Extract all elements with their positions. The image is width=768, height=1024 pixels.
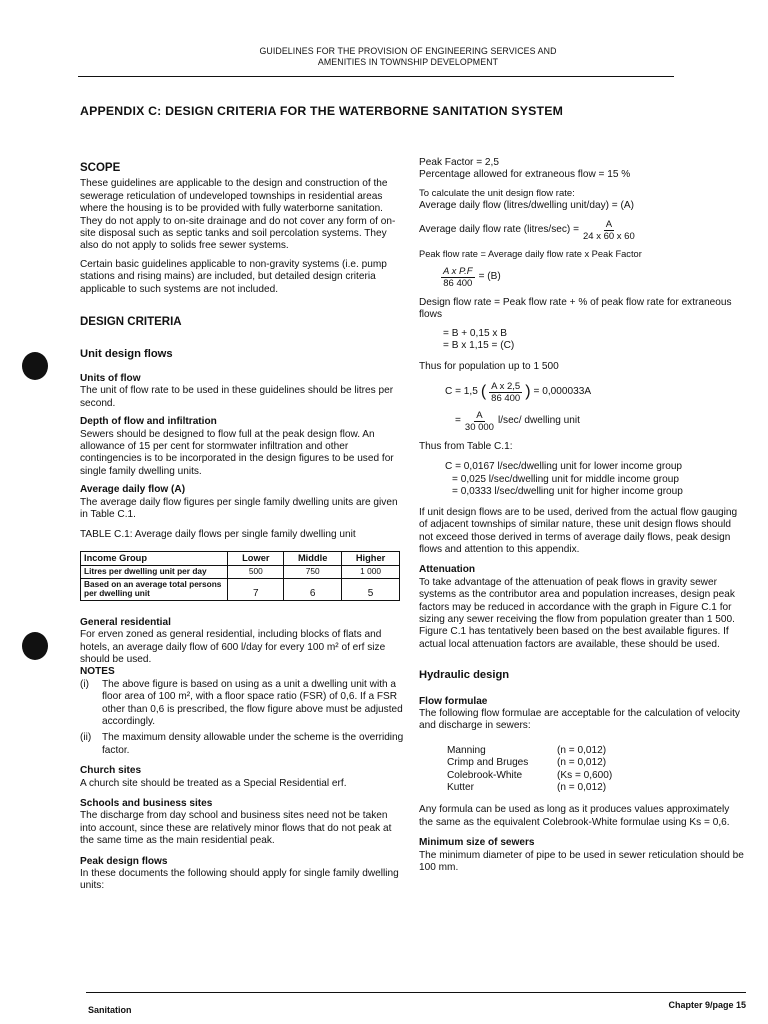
footer-section-name: Sanitation	[88, 1005, 132, 1015]
right-column	[419, 157, 745, 874]
table-row	[81, 566, 400, 579]
table-cell: 750	[284, 566, 342, 579]
avg-rate-formula	[419, 219, 745, 242]
table-row	[81, 578, 400, 600]
formula-name: Colebrook-White	[447, 769, 523, 781]
note-number: (ii)	[80, 732, 92, 744]
c-lower-line: C = 0,0167 l/sec/dwelling unit for lower income group	[445, 461, 683, 473]
running-header-line2: AMENITIES IN TOWNSHIP DEVELOPMENT	[317, 57, 499, 67]
running-header	[150, 46, 666, 68]
depth-of-flow-heading: Depth of flow and infiltration	[80, 416, 217, 428]
note-item	[80, 732, 404, 757]
hydraulic-design-heading: Hydraulic design	[419, 669, 510, 682]
page-title: APPENDIX C: DESIGN CRITERIA FOR THE WATERBORNE SANITATION SYSTEM	[80, 104, 564, 118]
equals-sign: =	[455, 415, 461, 427]
units-of-flow-paragraph: The unit of flow rate to be used in these guidelines should be litres per second.	[80, 385, 394, 409]
footer-rule	[86, 992, 746, 993]
left-column	[80, 162, 404, 893]
table-cell: 5	[342, 578, 400, 600]
avg-rate-fraction	[583, 219, 635, 242]
calc-intro: To calculate the unit design flow rate:	[419, 187, 575, 199]
depth-of-flow-paragraph: Sewers should be designed to flow full at the peak design flow. An allowance of 15 per cent for stormwater infiltration and other contingencies is to be incorporated in the design figures to be used for single family dwelling units.	[80, 428, 394, 477]
note-number: (i)	[80, 678, 89, 690]
church-sites-paragraph: A church site should be treated as a Special Residential erf.	[80, 777, 347, 789]
scope-heading: SCOPE	[80, 162, 121, 174]
design-flow-rate-def: Design flow rate = Peak flow rate + % of peak flow rate for extraneous flows	[419, 297, 732, 321]
fraction-numerator: A	[605, 218, 613, 230]
units-of-flow-heading: Units of flow	[80, 372, 141, 384]
unit-fraction	[465, 410, 494, 433]
scope-paragraph-2: Certain basic guidelines applicable to non-gravity systems (i.e. pump stations and rising mains) are included, but detailed design criteria applicable to such systems are not included.	[80, 258, 387, 295]
table-cell: 1 000	[342, 566, 400, 579]
income-group-table	[80, 551, 400, 601]
average-daily-flow-def: Average daily flow (litres/dwelling unit/day) = (A)	[419, 200, 634, 212]
average-daily-flow-paragraph: The average daily flow figures per single family dwelling units are given in Table C.1.	[80, 496, 398, 520]
minimum-size-heading: Minimum size of sewers	[419, 837, 535, 849]
table-cell: 500	[228, 566, 284, 579]
open-paren: (	[480, 383, 487, 401]
c-fraction	[489, 381, 522, 404]
fraction-denominator: 86 400	[443, 278, 473, 290]
b-formula	[441, 266, 745, 289]
b-suffix: = (B)	[478, 271, 501, 283]
general-residential-heading: General residential	[80, 616, 171, 628]
unit-suffix: l/sec/ dwelling unit	[497, 415, 580, 427]
table-header-row	[81, 551, 400, 566]
table-cell: 7	[228, 578, 284, 600]
table-cell: 6	[284, 578, 342, 600]
formula-value: (n = 0,012)	[557, 744, 607, 756]
header-rule	[78, 76, 674, 77]
fraction-denominator: 24 x 60 x 60	[582, 230, 635, 242]
table-header-cell: Higher	[342, 551, 400, 566]
c-suffix: = 0,000033A	[533, 386, 592, 398]
formula-value: (n = 0,012)	[557, 757, 607, 769]
note-text: The maximum density allowable under the scheme is the overriding factor.	[102, 732, 404, 756]
average-daily-flow-heading: Average daily flow (A)	[80, 484, 186, 496]
schools-business-paragraph: The discharge from day school and business sites need not be taken into account, since these are relatively minor flows that do not peak at the same time as the main residential peak.	[80, 810, 392, 847]
population-line: Thus for population up to 1 500	[419, 360, 559, 372]
unit-design-flows-heading: Unit design flows	[80, 348, 173, 361]
table-header-cell: Income Group	[81, 551, 228, 566]
minimum-size-paragraph: The minimum diameter of pipe to be used in sewer reticulation should be 100 mm.	[419, 849, 744, 874]
from-table-line: Thus from Table C.1:	[419, 441, 513, 453]
table-caption: TABLE C.1: Average daily flows per single family dwelling unit	[80, 529, 356, 541]
unit-formula	[455, 410, 745, 433]
running-header-line1: GUIDELINES FOR THE PROVISION OF ENGINEERING SERVICES AND	[259, 46, 557, 56]
fraction-numerator: A x 2,5	[491, 381, 521, 393]
peak-flow-rate-def: Peak flow rate = Average daily flow rate x Peak Factor	[419, 248, 642, 259]
equation-line-2: = B x 1,15 = (C)	[443, 340, 515, 352]
fraction-numerator: A x P.F	[443, 266, 473, 278]
any-formula-paragraph: Any formula can be used as long as it produces values approximately the same as the equivalent Colebrook-White formulae using Ks = 0,6.	[419, 804, 730, 828]
percentage-extraneous: Percentage allowed for extraneous flow = 15 %	[419, 169, 631, 181]
notes-heading: NOTES	[80, 666, 115, 678]
c-middle-line: = 0,025 l/sec/dwelling unit for middle income group	[452, 473, 679, 485]
note-item	[80, 679, 404, 729]
formula-name: Manning	[447, 744, 486, 756]
b-fraction	[441, 266, 475, 289]
table-row-label: Litres per dwelling unit per day	[81, 566, 228, 579]
formula-value: (Ks = 0,600)	[557, 769, 613, 781]
formula-name: Kutter	[447, 782, 474, 793]
general-residential-paragraph: For erven zoned as general residential, including blocks of flats and hotels, an average daily flow of 600 l/day for every 100 m² of erf size should be used.	[80, 629, 386, 665]
close-paren: )	[525, 383, 531, 401]
table-header-cell: Middle	[284, 551, 342, 566]
fraction-denominator: 86 400	[491, 393, 521, 405]
footer-page-number: Chapter 9/page 15	[668, 1000, 746, 1010]
equation-line-1: = B + 0,15 x B	[443, 327, 507, 339]
peak-design-flows-paragraph: In these documents the following should apply for single family dwelling units:	[80, 868, 399, 892]
punch-hole-bottom	[22, 632, 48, 660]
design-criteria-heading: DESIGN CRITERIA	[80, 316, 182, 329]
flow-formulae-heading: Flow formulae	[419, 695, 488, 707]
avg-rate-label: Average daily flow rate (litres/sec) =	[419, 223, 579, 235]
c-formula	[445, 381, 745, 404]
flow-formulae-paragraph: The following flow formulae are acceptable for the calculation of velocity and discharge in sewers:	[419, 707, 740, 732]
attenuation-heading: Attenuation	[419, 564, 476, 576]
table-header-cell: Lower	[228, 551, 284, 566]
schools-business-heading: Schools and business sites	[80, 798, 213, 810]
fraction-numerator: A	[476, 410, 483, 422]
attenuation-paragraph: To take advantage of the attenuation of peak flows in gravity sewer systems as the contributor area and population increases, design peak factors may be reduced in accordance with the graph in Figure C.1 for sizing any sewer receiving the flow from population greater than 1 500. Figure C.1 has tentatively been based on the best available figures. If actual local attenuation factors are available, these should be used.	[419, 576, 735, 650]
table-row-label: Based on an average total persons per dwelling unit	[81, 578, 228, 600]
punch-hole-top	[22, 352, 48, 380]
c-higher-line: = 0,0333 l/sec/dwelling unit for higher income group	[452, 486, 683, 498]
unit-flows-paragraph: If unit design flows are to be used, derived from the actual flow gauging of adjacent townships of similar nature, these unit design flows should not exceed those derived in terms of average daily flows, peak design flows and attention to this appendix.	[419, 506, 738, 555]
c-prefix: C = 1,5	[445, 386, 478, 398]
fraction-denominator: 30 000	[464, 422, 494, 434]
church-sites-heading: Church sites	[80, 765, 142, 777]
note-text: The above figure is based on using as a unit a dwelling unit with a floor area of 100 m², with a floor space ratio (FSR) of 0,6. If a FSR other than 0,6 is prescribed, the flow figure above must be adjusted accordingly.	[102, 678, 403, 727]
peak-factor: Peak Factor = 2,5	[419, 157, 499, 168]
formulae-list	[447, 745, 745, 795]
formula-name: Crimp and Bruges	[447, 757, 529, 769]
formula-value: (n = 0,012)	[557, 782, 607, 793]
scope-paragraph-1: These guidelines are applicable to the design and construction of the sewerage reticulation of undeveloped townships in residential areas where the housing is to be provided with fully waterborne sanitation. They do not apply to on-site drainage and do not cover any form of on-site disposal such as septic tanks and soil percolation systems. They also do not apply to solids free sewer systems.	[80, 178, 396, 252]
peak-design-flows-heading: Peak design flows	[80, 855, 168, 867]
